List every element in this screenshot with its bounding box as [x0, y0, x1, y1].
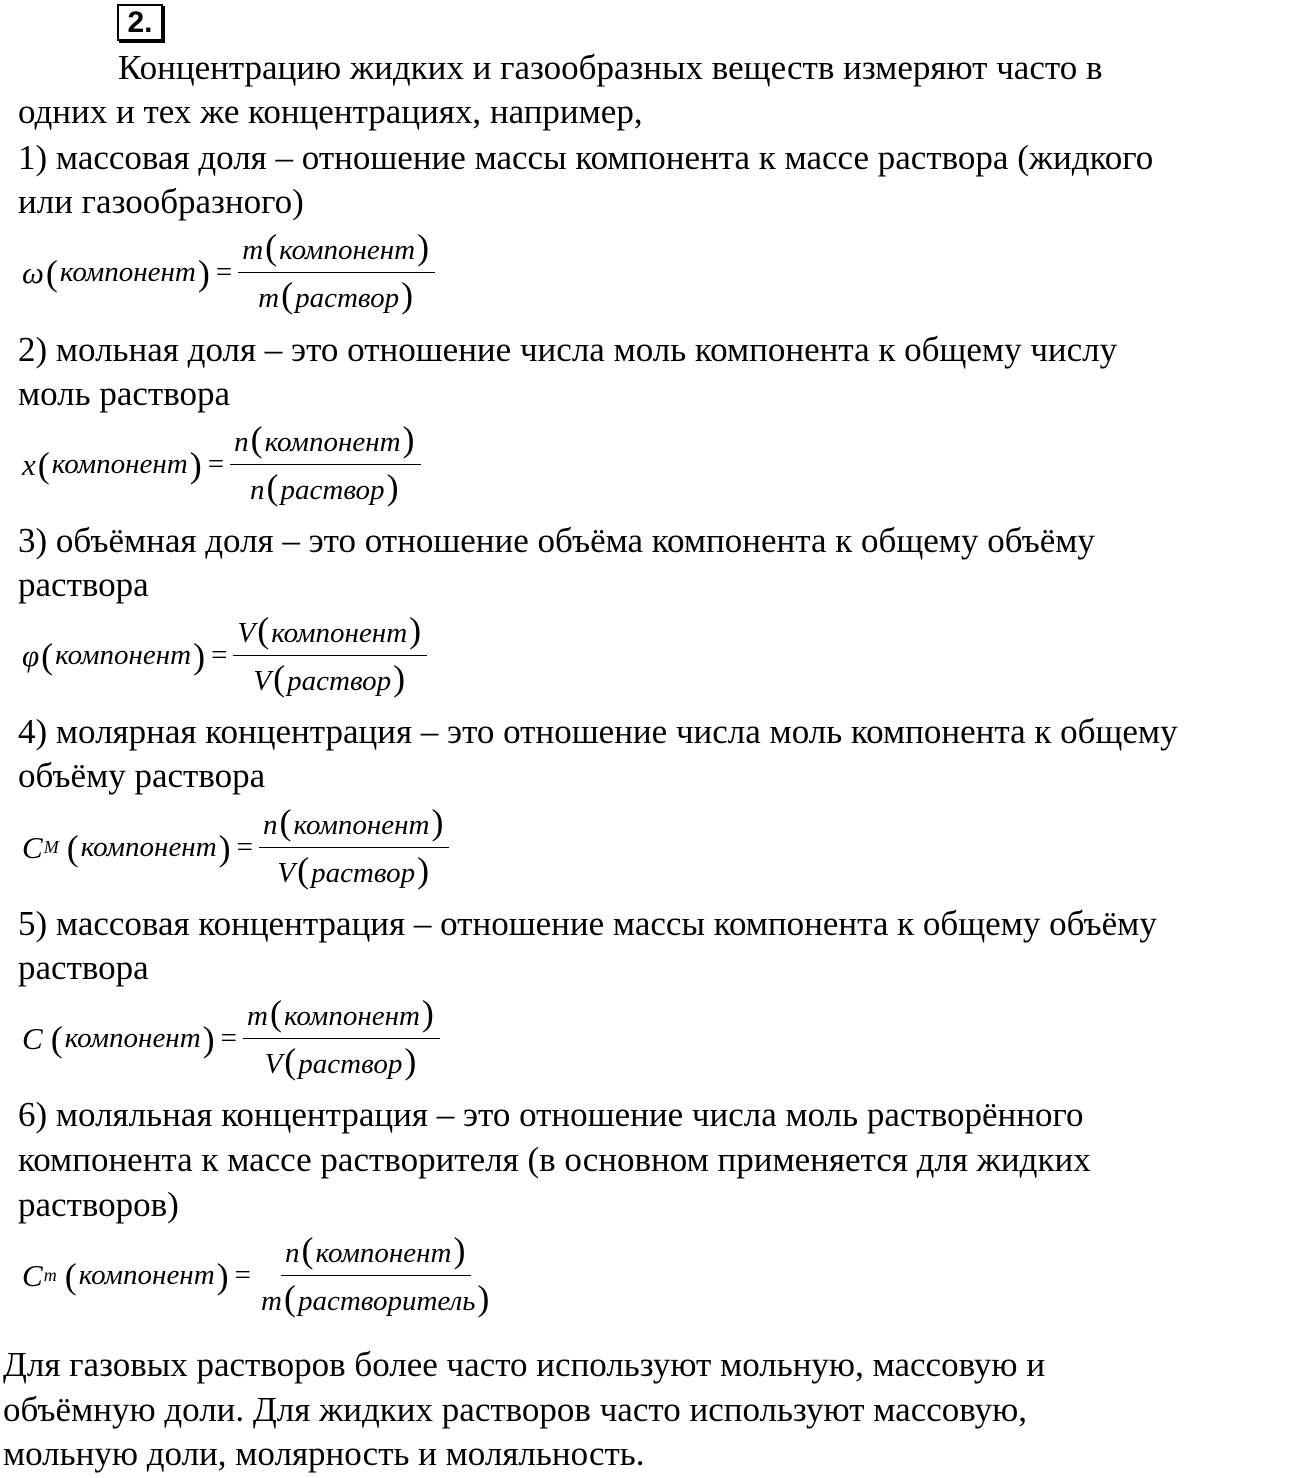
conclusion-line-3: мольную доли, молярность и моляльность. — [3, 1434, 645, 1473]
item-1-line-2: или газообразного) — [18, 182, 304, 221]
formula-6-fraction: $\frac{\text{n(компонент)}}{\text{m(растворитель)}}$ — [261, 1230, 490, 1318]
item-1-line-1: 1) массовая доля – отношение массы компонента к массе раствора (жидкого — [18, 138, 1154, 177]
formula-4-symbol: C — [22, 829, 43, 865]
formula-6-subscript: m — [43, 1265, 57, 1285]
item-5-line-2: раствора — [18, 948, 149, 987]
formula-6: C m ( компонент ) = $\frac{\text{n(компонент)}}{\text{m(растворитель)}}$ — [22, 1232, 495, 1319]
item-6-line-1: 6) моляльная концентрация – это отношение числа моль растворённого — [18, 1095, 1084, 1134]
intro-line-1: Концентрацию жидких и газообразных веществ измеряют часто в — [118, 48, 1103, 87]
formula-5-fraction: $\frac{\text{m(компонент)}}{\text{V(раствор)}}$ — [243, 995, 440, 1082]
item-5-line-1: 5) массовая концентрация – отношение массы компонента к общему объёму — [18, 904, 1157, 943]
task-number-badge: 2. — [117, 4, 163, 41]
intro-line-2: одних и тех же концентрациях, например, — [18, 92, 643, 131]
conclusion-line-2: объёмную доли. Для жидких растворов часто используют массовую, — [3, 1390, 1027, 1429]
formula-5-symbol: C — [22, 1020, 43, 1056]
formula-1-symbol: ω — [22, 254, 44, 290]
item-3-line-2: раствора — [18, 565, 149, 604]
formula-5-arg: компонент — [64, 1022, 201, 1054]
item-3-line-1: 3) объёмная доля – это отношение объёма компонента к общему объёму — [18, 521, 1095, 560]
formula-1: ω ( компонент ) = $\frac{\text{m(компонент)}}{\text{m(раствор)}}$ — [22, 229, 435, 316]
formula-2: x ( компонент ) = $\frac{\text{n(компонент)}}{\text{n(раствор)}}$ — [22, 421, 421, 508]
item-6-line-3: растворов) — [18, 1185, 179, 1224]
formula-1-arg: компонент — [59, 256, 196, 288]
item-4-line-2: объёму раствора — [18, 756, 266, 795]
item-2-line-1: 2) мольная доля – это отношение числа моль компонента к общему числу — [18, 330, 1118, 369]
formula-4: C М ( компонент ) = $\frac{\text{n(компонент)}}{\text{V(раствор)}}$ — [22, 804, 449, 891]
formula-4-fraction: $\frac{\text{n(компонент)}}{\text{V(раствор)}}$ — [259, 804, 449, 891]
item-2-line-2: моль раствора — [18, 374, 231, 413]
formula-6-symbol: C — [22, 1257, 43, 1293]
formula-3: φ ( компонент ) = $\frac{\text{V(компонент)}}{\text{V(раствор)}}$ — [22, 612, 427, 699]
formula-2-arg: компонент — [51, 448, 188, 480]
formula-2-symbol: x — [22, 446, 36, 482]
formula-4-arg: компонент — [80, 831, 217, 863]
formula-3-symbol: φ — [22, 637, 40, 673]
formula-3-arg: компонент — [55, 639, 192, 671]
formula-6-arg: компонент — [78, 1259, 215, 1291]
item-6-line-2: компонента к массе растворителя (в основном применяется для жидких — [18, 1140, 1091, 1179]
formula-4-subscript: М — [43, 837, 59, 857]
item-4-line-1: 4) молярная концентрация – это отношение числа моль компонента к общему — [18, 712, 1178, 751]
conclusion-line-1: Для газовых растворов более часто используют мольную, массовую и — [3, 1345, 1046, 1384]
formula-2-fraction: $\frac{\text{n(компонент)}}{\text{n(раствор)}}$ — [230, 421, 420, 508]
formula-3-fraction: $\frac{\text{V(компонент)}}{\text{V(раствор)}}$ — [233, 612, 427, 699]
formula-1-fraction: $\frac{\text{m(компонент)}}{\text{m(раствор)}}$ — [238, 229, 435, 316]
formula-5: C ( компонент ) = $\frac{\text{m(компонент)}}{\text{V(раствор)}}$ — [22, 995, 440, 1082]
